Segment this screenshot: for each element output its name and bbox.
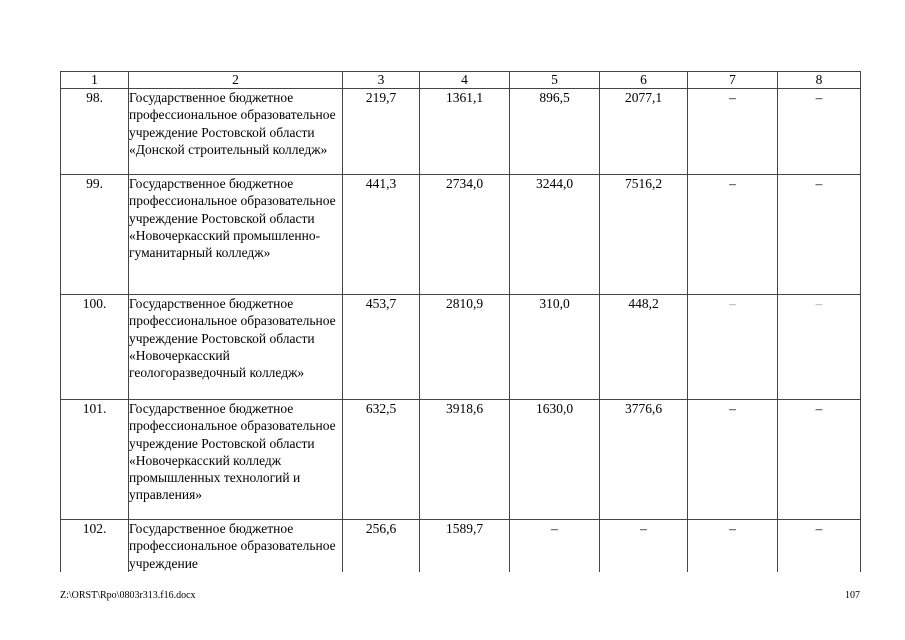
table-row [61,520,861,572]
cell-col8: – [778,175,861,295]
table-row [61,295,861,400]
cell-col7: – [688,400,778,520]
row-number: 101. [61,400,129,520]
row-number: 102. [61,520,129,572]
cell-col7: – [688,295,778,400]
cell-col6: – [600,520,688,572]
institution-name: Государственное бюджетное профессиональное образовательное учреждение Ростовской области «Новочеркасский колледж промышленных технологий и управления» [129,400,343,520]
cell-col3: 256,6 [343,520,420,572]
cell-col7: – [688,520,778,572]
cell-col4: 2734,0 [420,175,510,295]
column-header: 8 [778,72,861,89]
cell-col5: 896,5 [510,89,600,175]
cell-col6: 448,2 [600,295,688,400]
table-header-row [61,72,861,89]
cell-col5: 3244,0 [510,175,600,295]
table-row [61,89,861,175]
cell-col4: 1589,7 [420,520,510,572]
table-row [61,175,861,295]
budget-table [60,71,861,572]
institution-name: Государственное бюджетное профессиональное образовательное учреждение [129,520,343,572]
cell-col7: – [688,89,778,175]
institution-name: Государственное бюджетное профессиональное образовательное учреждение Ростовской области «Новочеркасский геологоразведочный колледж» [129,295,343,400]
cell-col4: 3918,6 [420,400,510,520]
cell-col5: 1630,0 [510,400,600,520]
cell-col8: – [778,89,861,175]
cell-col3: 219,7 [343,89,420,175]
cell-col8: – [778,295,861,400]
cell-col6: 3776,6 [600,400,688,520]
cell-col7: – [688,175,778,295]
cell-col6: 7516,2 [600,175,688,295]
column-header: 4 [420,72,510,89]
cell-col5: 310,0 [510,295,600,400]
cell-col8: – [778,400,861,520]
cell-col3: 441,3 [343,175,420,295]
row-number: 100. [61,295,129,400]
column-header: 3 [343,72,420,89]
cell-col3: 632,5 [343,400,420,520]
institution-name: Государственное бюджетное профессиональное образовательное учреждение Ростовской области «Донской строительный колледж» [129,89,343,175]
cell-col8: – [778,520,861,572]
cell-col4: 2810,9 [420,295,510,400]
column-header: 1 [61,72,129,89]
institution-name: Государственное бюджетное профессиональное образовательное учреждение Ростовской области «Новочеркасский промышленно-гуманитарный колледж» [129,175,343,295]
column-header: 2 [129,72,343,89]
column-header: 5 [510,72,600,89]
file-path-footer: Z:\ORST\Rpo\0803r313.f16.docx [60,590,196,601]
table-row [61,400,861,520]
cell-col4: 1361,1 [420,89,510,175]
column-header: 6 [600,72,688,89]
row-number: 98. [61,89,129,175]
cell-col5: – [510,520,600,572]
cell-col6: 2077,1 [600,89,688,175]
row-number: 99. [61,175,129,295]
column-header: 7 [688,72,778,89]
cell-col3: 453,7 [343,295,420,400]
page-number: 107 [845,590,860,601]
